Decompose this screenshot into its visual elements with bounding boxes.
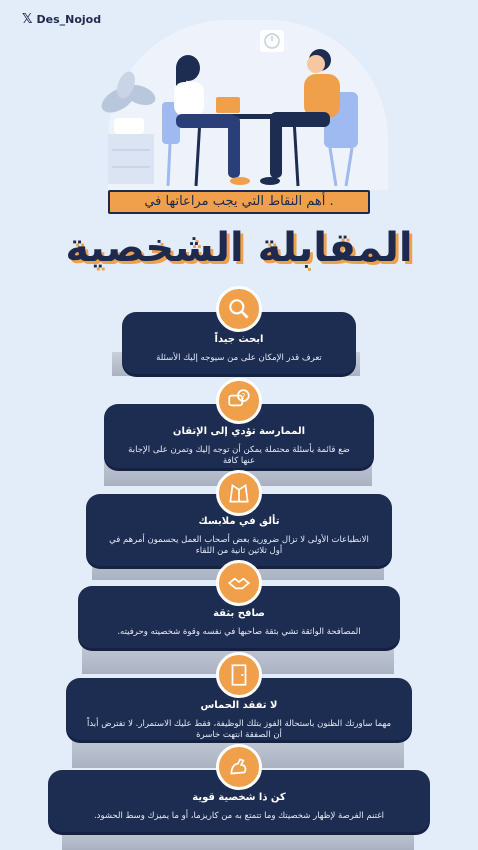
- step-heading: كن ذا شخصية قوية: [192, 792, 286, 803]
- step-text: ضع قائمة بأسئلة محتملة يمكن أن توجه إليك وتمرن على الإجابة عنها كافة: [128, 445, 350, 466]
- strong-arm-icon: [216, 744, 262, 790]
- door-icon: [216, 652, 262, 698]
- step-text: المصافحة الواثقة تشي بثقة صاحبها في نفسه وقوة شخصيته وحرفيته.: [117, 627, 361, 637]
- magnifier-icon: [216, 286, 262, 332]
- clock-icon: [260, 30, 284, 52]
- step-heading: صافح بثقة: [213, 608, 265, 619]
- step-text: مهما ساورتك الظنون باستحالة الفوز بتلك الوظيفة، فقط عليك الاستمرار. لا تفترض أبداً أن الصفقة انتهت خاسرة: [86, 719, 392, 740]
- step-heading: تألق في ملابسك: [198, 516, 280, 527]
- handle-text: Des_Nojod: [36, 13, 102, 26]
- page-title: المقابلة الشخصية: [65, 225, 413, 271]
- handshake-icon: [216, 560, 262, 606]
- step-text: اغتنم الفرصة لإظهار شخصيتك وما تتمتع به من كاريزما، أو ما يميزك وسط الحشود.: [93, 811, 385, 821]
- question-chat-icon: [216, 378, 262, 424]
- step-heading: لا تفقد الحماس: [200, 700, 278, 711]
- subtitle: . أهم النقاط التي يجب مراعاتها في: [144, 194, 334, 209]
- step-text: تعرف قدر الإمكان على من سيوجه إليك الأسئلة: [156, 353, 322, 363]
- plant-icon: [97, 69, 158, 184]
- svg-text:?: ?: [241, 391, 246, 401]
- suit-icon: [216, 470, 262, 516]
- step-heading: الممارسة تؤدي إلى الإتقان: [172, 426, 306, 437]
- x-logo-icon: 𝕏: [22, 12, 33, 27]
- step-text: الانطباعات الأولى لا تزال ضرورية بعض أصحاب العمل يحسمون أمرهم في أول ثلاثين ثانية من اللقاء: [109, 535, 369, 556]
- interview-illustration: [0, 0, 478, 190]
- step-heading: ابحث جيداً: [214, 334, 264, 345]
